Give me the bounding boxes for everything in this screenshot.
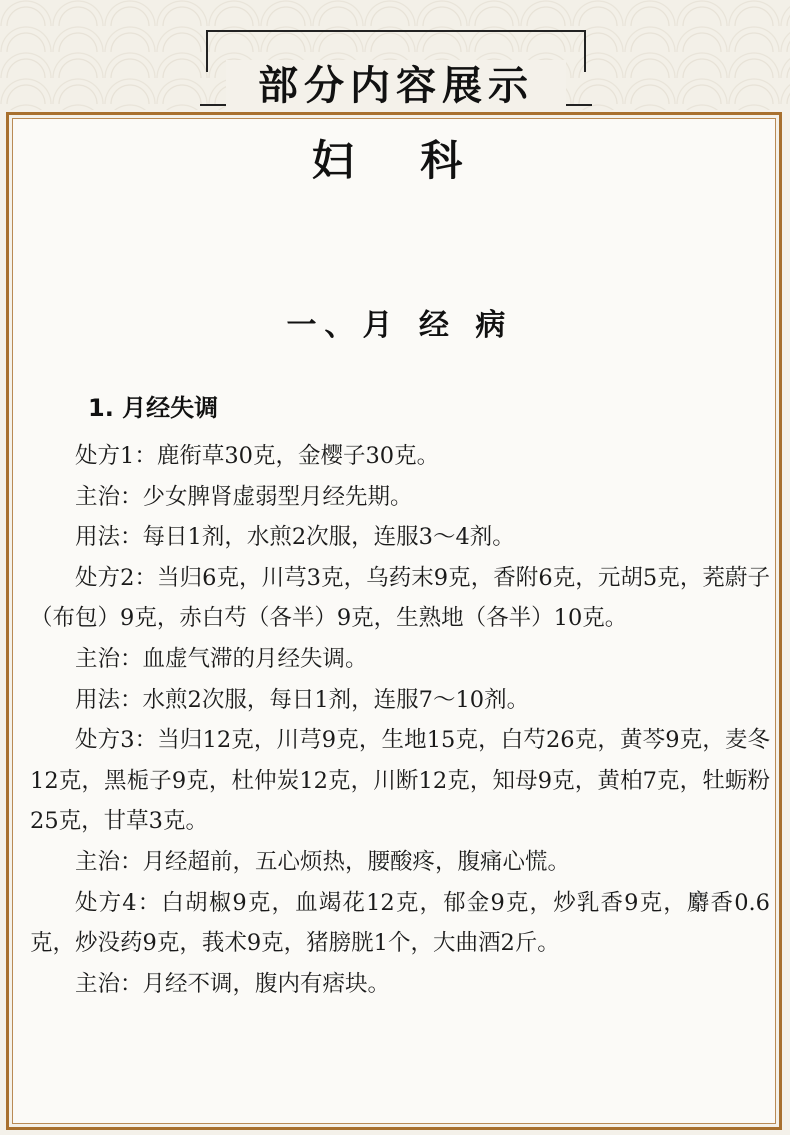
banner-title: 部分内容展示 <box>226 60 566 112</box>
paragraph: 处方2：当归6克，川芎3克，乌药末9克，香附6克，元胡5克，茺蔚子（布包）9克，赤白芍（各半）9克，生熟地（各半）10克。 <box>30 564 770 632</box>
paragraph: 用法：每日1剂，水煎2次服，连服3～4剂。 <box>75 524 515 551</box>
paragraph: 主治：少女脾肾虚弱型月经先期。 <box>75 483 413 510</box>
paragraph: 主治：月经不调，腹内有痞块。 <box>75 970 391 997</box>
document-page <box>30 118 770 1118</box>
banner <box>206 30 586 109</box>
paragraph: 主治：月经超前，五心烦热，腰酸疼，腹痛心慌。 <box>75 848 571 875</box>
body-text <box>30 436 770 1004</box>
banner-frame-tail-right <box>562 104 592 106</box>
paragraph: 处方3：当归12克，川芎9克，生地15克，白芍26克，黄芩9克，麦冬12克，黑栀子9克，杜仲炭12克，川断12克，知母9克，黄柏7克，牡蛎粉25克，甘草3克。 <box>30 727 770 835</box>
paragraph: 处方4：白胡椒9克，血竭花12克，郁金9克，炒乳香9克，麝香0.6克，炒没药9克，莪术9克，猪膀胱1个，大曲酒2斤。 <box>30 889 770 957</box>
paragraph: 处方1：鹿衔草30克，金樱子30克。 <box>75 443 440 469</box>
chapter-title: 妇 科 <box>311 136 489 185</box>
paragraph: 用法：水煎2次服，每日1剂，连服7～10剂。 <box>75 686 530 713</box>
section-title: 一、月 经 病 <box>286 308 514 343</box>
paragraph: 主治：血虚气滞的月经失调。 <box>75 645 368 672</box>
subsection-title: 1. 月经失调 <box>88 394 219 422</box>
